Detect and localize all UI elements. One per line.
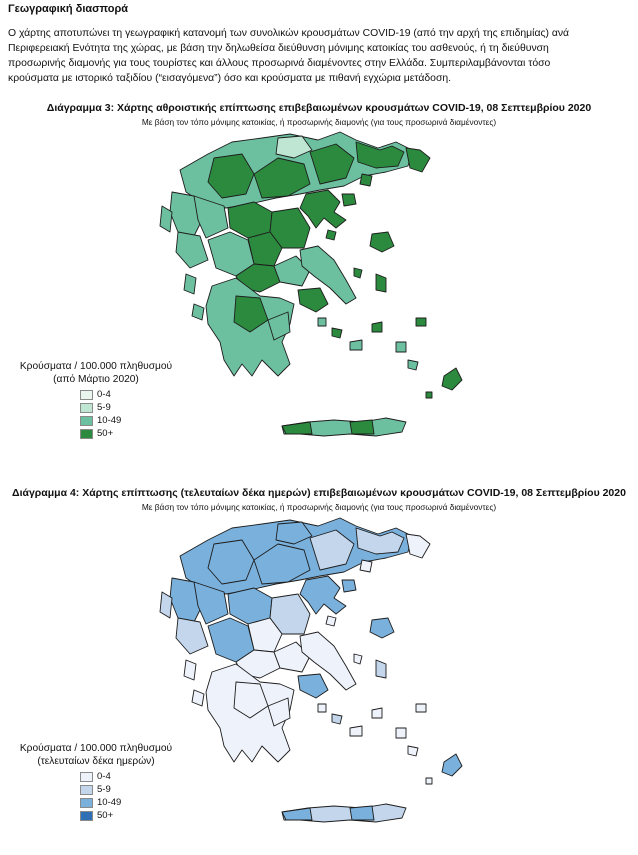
map-region: [370, 618, 394, 638]
legend-label: 10-49: [97, 797, 122, 808]
map-region: [282, 808, 312, 820]
map-region: [370, 232, 394, 252]
map-region: [350, 806, 374, 820]
legend-label: 0-4: [97, 771, 111, 782]
map-region: [372, 708, 382, 718]
legend-title-line: (από Μάρτιο 2020): [53, 374, 139, 385]
legend-swatch: [80, 429, 93, 439]
map-region: [184, 274, 196, 294]
map-region: [442, 368, 462, 390]
legend-label: 50+: [97, 810, 114, 821]
legend-title-line: Κρούσματα / 100.000 πληθυσμού: [19, 743, 173, 754]
legend-label: 0-4: [97, 389, 111, 400]
map-region: [342, 194, 356, 206]
legend-swatch: [80, 811, 93, 821]
paragraph-line: Ο χάρτης αποτυπώνει τη γεωγραφική κατανομή των συνολικών κρουσμάτων COVID-19 (από την αρχή της επιδημίας) ανά: [8, 28, 570, 39]
map-region: [332, 328, 342, 338]
intro-paragraph: [8, 26, 628, 86]
legend-swatch: [80, 798, 93, 808]
legend-label: 50+: [97, 428, 114, 439]
map-region: [298, 288, 328, 312]
map-region: [342, 580, 356, 592]
map-region: [396, 342, 406, 352]
map-region: [406, 148, 430, 172]
map-region: [360, 560, 372, 572]
map-region: [350, 420, 374, 434]
map-region: [354, 268, 362, 278]
map-region: [416, 704, 426, 712]
map-region: [192, 690, 204, 706]
diagram3-title: Διάγραμμα 3: Χάρτης αθροιστικής επίπτωσης επιβεβαιωμένων κρουσμάτων COVID-19, 08 Σεπτεμβρίου 2020: [46, 102, 592, 114]
legend-swatch: [80, 416, 93, 426]
map-region: [408, 360, 418, 370]
legend-label: 10-49: [97, 415, 122, 426]
section-heading: Γεωγραφική διασπορά: [8, 3, 129, 15]
map-region: [426, 392, 432, 398]
map-region: [228, 588, 272, 624]
map-region: [350, 726, 362, 736]
map-region: [408, 746, 418, 756]
map-region: [426, 778, 432, 784]
map-region: [416, 318, 426, 326]
diagram3-map: [150, 128, 480, 458]
map-region: [360, 174, 372, 186]
legend-title-line: (τελευταίων δέκα ημερών): [37, 756, 155, 767]
map-region: [318, 318, 326, 326]
diagram4-subtitle: Με βάση τον τόπο μόνιμης κατοικίας, ή προσωρινής διαμονής (για τους προσωρινά διαμένοντες): [141, 502, 497, 512]
map-region: [176, 232, 208, 268]
legend-swatch: [80, 772, 93, 782]
legend-label: 5-9: [97, 784, 111, 795]
diagram4-map: [150, 514, 480, 844]
paragraph-line: προσωρινής διαμονής για τους τουρίστες και άλλους προσωρινά διαμένοντες στην Ελλάδα. Συμπεριλαμβάνονται τόσο: [8, 58, 551, 69]
map-region: [354, 654, 362, 664]
map-region: [376, 274, 386, 292]
map-region: [298, 674, 328, 698]
diagram4-title: Διάγραμμα 4: Χάρτης επίπτωσης (τελευταίων δέκα ημερών) επιβεβαιωμένων κρουσμάτων COVID-19, 08 Σεπτεμβρίου 2020: [12, 487, 626, 499]
paragraph-line: κρούσματα με ιστορικό ταξιδίου (“εισαγόμενα”) όσο και κρούσματα με πιθανή εγχώρια μετάδοση.: [8, 73, 452, 84]
diagram4-legend-title: [18, 742, 174, 768]
map-region: [376, 660, 386, 678]
legend-swatch: [80, 403, 93, 413]
legend-swatch: [80, 390, 93, 400]
map-region: [228, 202, 272, 238]
map-region: [350, 340, 362, 350]
paragraph-line: Περιφερειακή Ενότητα της χώρας, με βάση την δηλωθείσα διεύθυνση μόνιμης κατοικίας του ασθενούς, ή τη διεύθυνση: [8, 43, 549, 54]
diagram3-subtitle: Με βάση τον τόπο μόνιμης κατοικίας, ή προσωρινής διαμονής (για τους προσωρινά διαμένοντες): [141, 117, 497, 127]
map-region: [396, 728, 406, 738]
map-region: [176, 618, 208, 654]
legend-label: 5-9: [97, 402, 111, 413]
map-region: [326, 230, 336, 240]
map-region: [184, 660, 196, 680]
map-region: [318, 704, 326, 712]
map-region: [326, 616, 336, 626]
map-region: [332, 714, 342, 724]
map-region: [192, 304, 204, 320]
map-region: [372, 322, 382, 332]
map-region: [442, 754, 462, 776]
legend-swatch: [80, 785, 93, 795]
map-region: [282, 422, 312, 434]
diagram3-legend-title: [18, 360, 174, 386]
legend-title-line: Κρούσματα / 100.000 πληθυσμού: [19, 361, 173, 372]
map-region: [406, 534, 430, 558]
